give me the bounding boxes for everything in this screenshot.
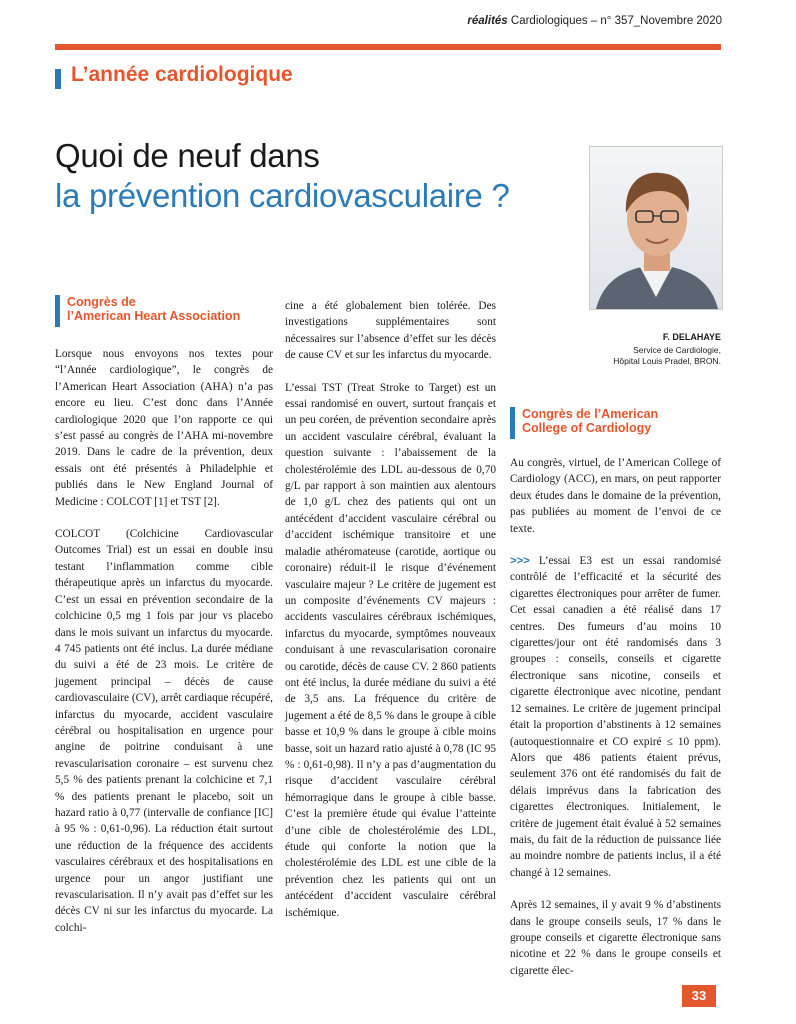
subhead-acc-line2: College of Cardiology: [522, 421, 652, 435]
paragraph: COLCOT (Colchicine Cardiovascular Outcomes Trial) est un essai en double insu testant l’inflammation comme cible thérapeutique après un infarctus du myocarde. C’est un essai en prévention secondaire de la colchicine 0,5 mg 1 fois par jour vs placebo dans le mois suivant un infarctus du myocarde. 4 745 patients ont été inclus. La durée médiane du suivi a été de 23 mois. Le critère de jugement principal – décès de cause cardiovasculaire (CV), arrêt cardiaque récupéré, infarctus du myocarde, accident vasculaire cérébral ou hospitalisation en urgence pour angine de poitrine conduisant à une revascularisation coronaire – est survenu chez 5,5 % des patients prenant la colchicine et 7,1 % des patients prenant le placebo, soit un hazard ratio à 0,77 (intervalle de confiance [IC] à 95 % : 0,61-0,96). La réduction était surtout une réduction de la fréquence des accidents vasculaires cérébraux et des hospitalisations en urgence pour un angor justifiant une revascularisation. Il n’y avait pas d’effet sur les décès CV ni sur les infarctus du myocarde. La colchi-: [55, 528, 273, 934]
article-title-line1: Quoi de neuf dans: [55, 137, 320, 174]
page-number: 33: [682, 985, 716, 1007]
author-name: F. DELAHAYE: [662, 332, 721, 342]
paragraph: Au congrès, virtuel, de l’American College of Cardiology (ACC), en mars, on peut rapporter deux études dans le domaine de la prévention, pas publiées au moment de l’envoi de ce texte.: [510, 457, 721, 535]
subhead-marker: [510, 407, 515, 439]
section-label: L’année cardiologique: [71, 63, 293, 86]
column-2: [285, 298, 496, 921]
subhead-aha-line1: Congrès de: [67, 295, 136, 309]
author-portrait-illustration: [590, 147, 722, 309]
journal-issue: Cardiologiques – n° 357_Novembre 2020: [510, 15, 722, 27]
author-photo: [589, 146, 723, 310]
author-affiliation-line2: Hôpital Louis Pradel, BRON.: [613, 356, 721, 366]
journal-name: réalités: [467, 15, 508, 27]
header-rule: [55, 44, 721, 50]
running-header: [467, 15, 722, 27]
author-affiliation-line1: Service de Cardiologie,: [633, 345, 721, 355]
paragraph: Lorsque nous envoyons nos textes pour “l’Année cardiologique”, le congrès de l’American Heart Association (AHA) n’a pas encore eu lieu. C’est donc dans l’Année cardiologique 2020 que l’on rapporte ce qui s’est passé au congrès de l’AHA mi-novembre 2019. Dans le cadre de la prévention, deux essais ont été présentés à Philadelphie et publiés dans le New England Journal of Medicine : COLCOT [1] et TST [2].: [55, 348, 273, 508]
paragraph: [510, 553, 721, 881]
column-3: [510, 455, 721, 979]
arrows-icon: >>>: [510, 555, 530, 568]
paragraph: Après 12 semaines, il y avait 9 % d’abstinents dans le groupe conseils seuls, 17 % dans le groupe conseils et cigarette électronique sans nicotine et 22 % dans le groupe conseils et cigarette élec-: [510, 899, 721, 977]
section-marker: [55, 69, 61, 89]
paragraph: cine a été globalement bien tolérée. Des investigations supplémentaires sont nécessaires sur l’absence d’effet sur les décès de cause CV et sur les infarctus du myocarde.: [285, 300, 496, 362]
article-title-line2: la prévention cardiovasculaire ?: [55, 177, 510, 214]
subhead-acc: [522, 407, 658, 435]
column-1: [55, 346, 273, 936]
paragraph: L’essai TST (Treat Stroke to Target) est un essai randomisé en ouvert, surtout français et un peu coréen, de prévention secondaire après un accident vasculaire cérébral, évaluant la question suivante : l’abaissement de la cholestérolémie des LDL au-dessous de 0,70 g/L par rapport à son maintien aux alentours de 1,0 g/L chez des patients qui ont un antécédent d’accident vasculaire cérébral ou d’accident ischémique transitoire et une maladie athéromateuse (carotide, aortique ou coronaire) réduit-il le risque d’événement vasculaire majeur ? Le critère de jugement est un composite d’événements CV majeurs : accidents vasculaires cérébraux ischémiques, infarctus du myocarde, symptômes nouveaux conduisant à une revascularisation coronaire ou carotide, décès de cause CV. 2 860 patients ont été inclus, la durée médiane du suivi a été de 3,5 ans. La fréquence du critère de jugement a été de 8,5 % dans le groupe à cible basse et 10,9 % dans le groupe à cible moins basse, soit un hazard ratio ajusté à 0,78 (IC 95 % : 0,61-0,98). Il n’y a pas d’augmentation du risque d’accident vasculaire cérébral hémorragique dans le groupe à cible basse. C’est la première étude qui évalue l’atteinte d’une cible de cholestérolémie des LDL, étude qui conforte la notion que la cholestérolémie des LDL est une cible de la prévention chez les patients qui ont un antécédent d’accident vasculaire cérébral ischémique.: [285, 381, 496, 919]
paragraph-text: L’essai E3 est un essai randomisé contrôlé de l’efficacité et la sécurité des cigarettes électroniques pour arrêter de fumer. Cet essai canadien a été réalisé dans 17 centres. Des fumeurs d’au moins 10 cigarettes/jour ont été randomisés dans 3 groupes : conseils, conseils et cigarette électronique sans nicotine, conseils et cigarette électronique avec nicotine, pendant 12 semaines. Le critère de jugement principal était la proportion d’abstinents à 12 semaines (autoquestionnaire et CO expiré ≤ 10 ppm). Alors que 486 patients étaient prévus, seulement 376 ont été randomisés du fait de délais imprévus dans la fabrication des cigarettes électroniques. Initialement, le critère de jugement était évalué à 52 semaines mais, du fait de la réduction de puissance liée au moindre nombre de patients inclus, il a été changé à 12 semaines.: [510, 555, 721, 879]
subhead-acc-line1: Congrès de l’American: [522, 407, 659, 421]
subhead-aha: [67, 295, 240, 323]
subhead-marker: [55, 295, 60, 327]
subhead-aha-line2: l’American Heart Association: [67, 309, 241, 323]
